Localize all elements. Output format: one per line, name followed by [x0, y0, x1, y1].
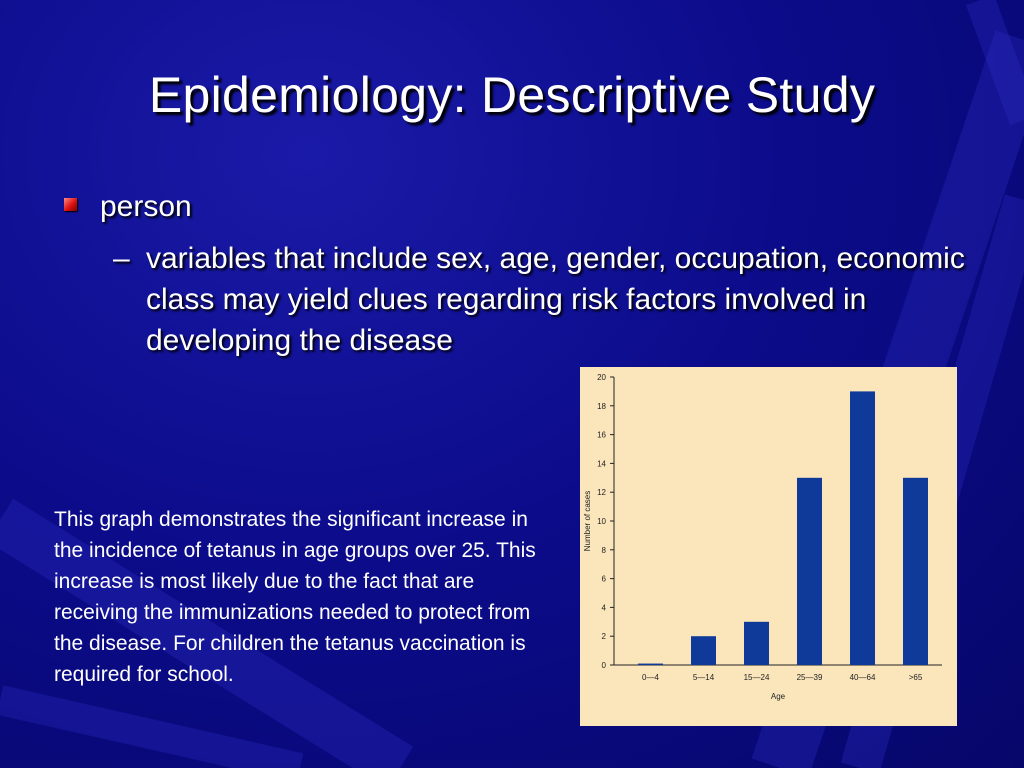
- y-axis-label: Number of cases: [583, 490, 592, 552]
- y-tick-label: 16: [597, 430, 606, 440]
- y-tick-label: 6: [601, 574, 606, 584]
- x-axis-label: Age: [770, 692, 786, 701]
- y-tick-label: 20: [597, 373, 606, 382]
- x-tick-label: >65: [908, 673, 923, 682]
- y-tick-label: 18: [597, 401, 606, 411]
- x-tick-label: 0—4: [642, 673, 659, 682]
- bar: [850, 391, 875, 665]
- y-tick-label: 2: [601, 632, 606, 642]
- chart-svg: [580, 367, 957, 726]
- y-tick-label: 4: [601, 603, 606, 613]
- y-tick-label: 14: [597, 459, 606, 469]
- sub-bullet-text: variables that include sex, age, gender, occupation, economic class may yield clues regarding risk factors involved in developing the disease: [146, 242, 965, 357]
- bullet-text: person: [100, 190, 192, 223]
- x-tick-label: 25—39: [796, 673, 823, 682]
- y-tick-label: 8: [601, 545, 606, 555]
- x-tick-label: 40—64: [849, 673, 876, 682]
- y-tick-label: 12: [597, 488, 606, 498]
- bar: [691, 636, 716, 665]
- bar: [797, 478, 822, 665]
- bar: [903, 478, 928, 665]
- x-tick-label: 5—14: [692, 673, 715, 682]
- chart-caption: This graph demonstrates the significant increase in the incidence of tetanus in age groups over 25. This increase is most likely due to the fact that are receiving the immunizations needed to protect from the disease. For children the tetanus vaccination is required for school.: [54, 508, 536, 686]
- y-tick-label: 10: [597, 517, 606, 526]
- dash-bullet: –: [113, 242, 130, 275]
- bar: [638, 664, 663, 666]
- bar: [744, 622, 769, 665]
- y-tick-label: 0: [601, 661, 606, 670]
- x-tick-label: 15—24: [743, 673, 770, 682]
- tetanus-bar-chart: [580, 367, 957, 726]
- square-bullet-icon: [64, 198, 77, 211]
- slide-title: Epidemiology: Descriptive Study: [148, 67, 876, 123]
